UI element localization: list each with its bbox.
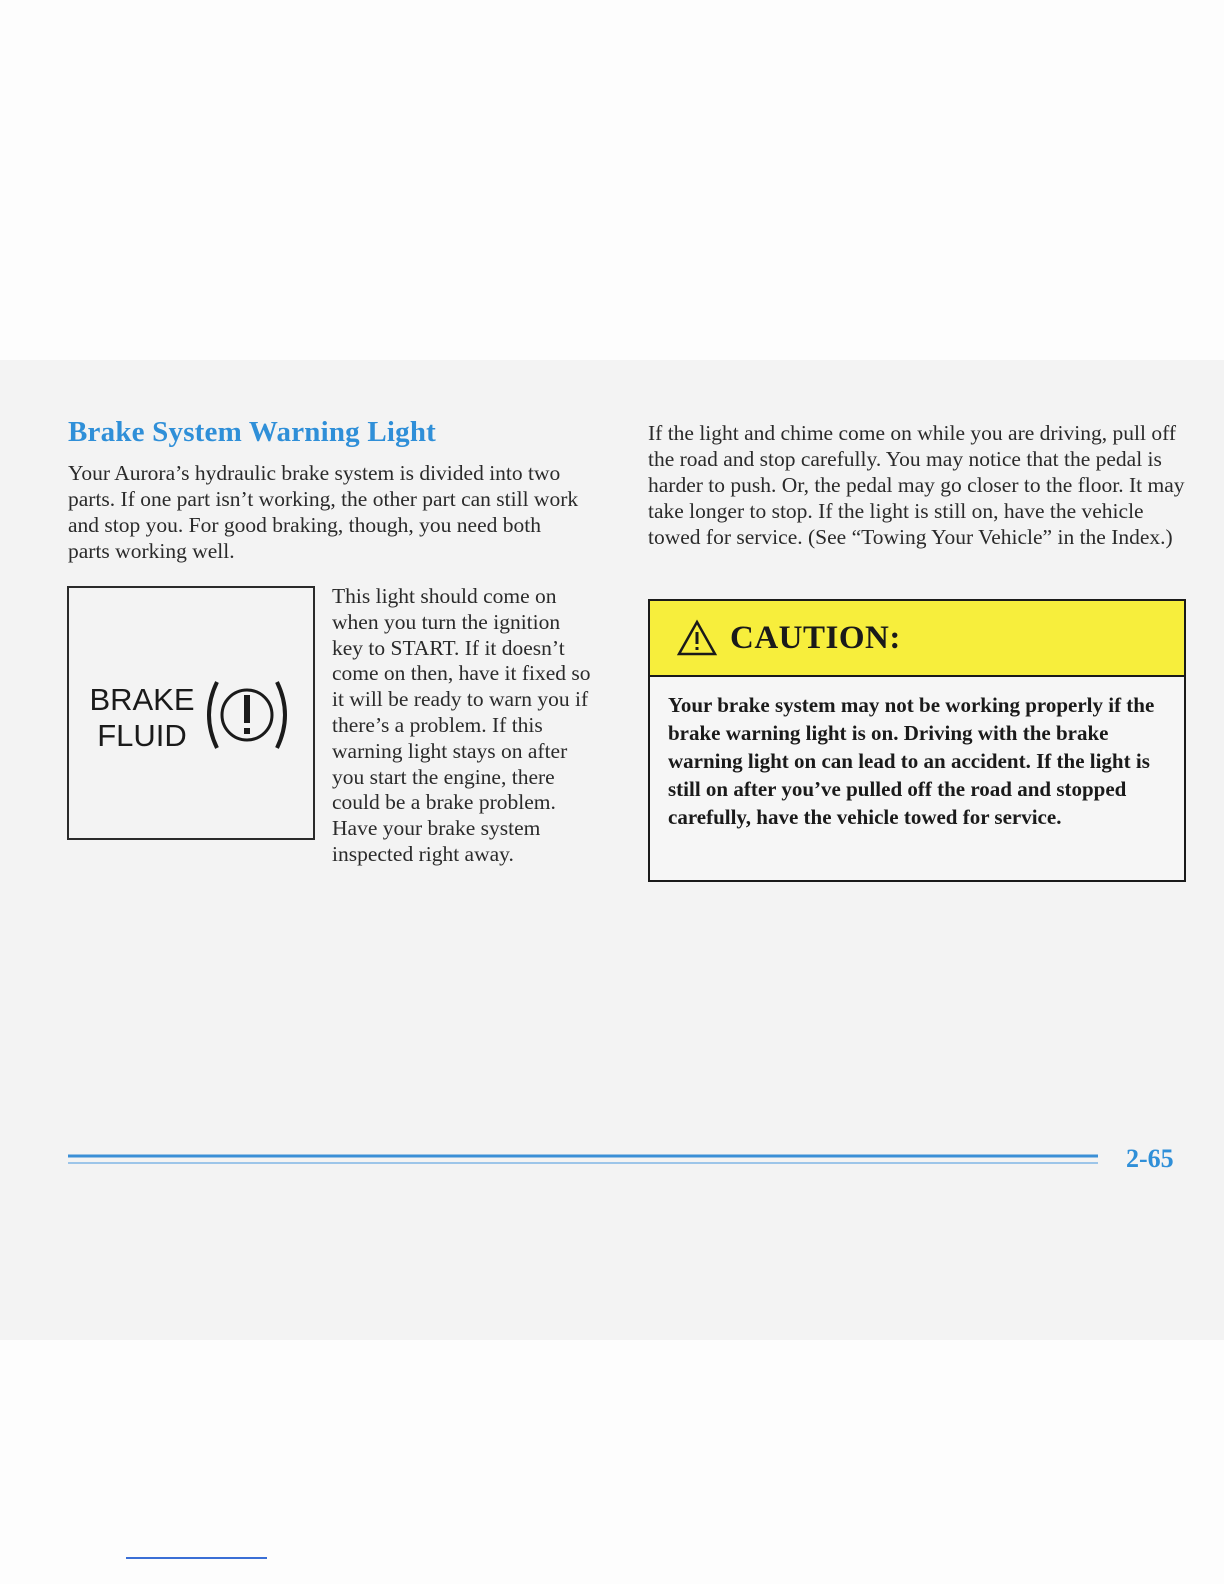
edge-mark <box>126 1557 267 1559</box>
page-number: 2-65 <box>1126 1144 1174 1173</box>
warning-triangle-icon <box>676 619 718 657</box>
intro-paragraph: Your Aurora’s hydraulic brake system is divided into two parts. If one part isn’t working, the other part can still work and stop you. For good braking, though, you need both parts working well. <box>68 461 579 563</box>
light-paragraph: This light should come on when you turn the ignition key to START. If it doesn’t come on then, have it fixed so it will be ready to warn you if there’s a problem. If this warning light stays on after you start the engine, there could be a brake problem. Have your brake system inspected right away. <box>332 584 591 866</box>
footer-rule <box>68 1153 1098 1169</box>
caution-header <box>650 601 1184 677</box>
caution-body: Your brake system may not be working properly if the brake warning light is on. Driving with the brake warning light on can lead to an accident. If the light is still on after you’ve pulled off the road and stopped carefully, have the vehicle towed for service. <box>668 693 1155 829</box>
fluid-label: FLUID <box>97 718 187 753</box>
brake-fluid-indicator <box>67 586 315 840</box>
caution-box <box>648 599 1186 882</box>
brake-warning-icon <box>199 674 295 756</box>
caution-title: CAUTION: <box>730 619 901 656</box>
brake-label: BRAKE <box>89 682 195 717</box>
driving-paragraph: If the light and chime come on while you are driving, pull off the road and stop carefully. You may notice that the pedal is harder to push. Or, the pedal may go closer to the floor. It may take longer to stop. If the light is still on, have the vehicle towed for service. (See “Towing Your Vehicle” in the Index.) <box>648 421 1185 549</box>
section-title: Brake System Warning Light <box>68 416 437 448</box>
brake-fluid-label <box>87 682 197 754</box>
